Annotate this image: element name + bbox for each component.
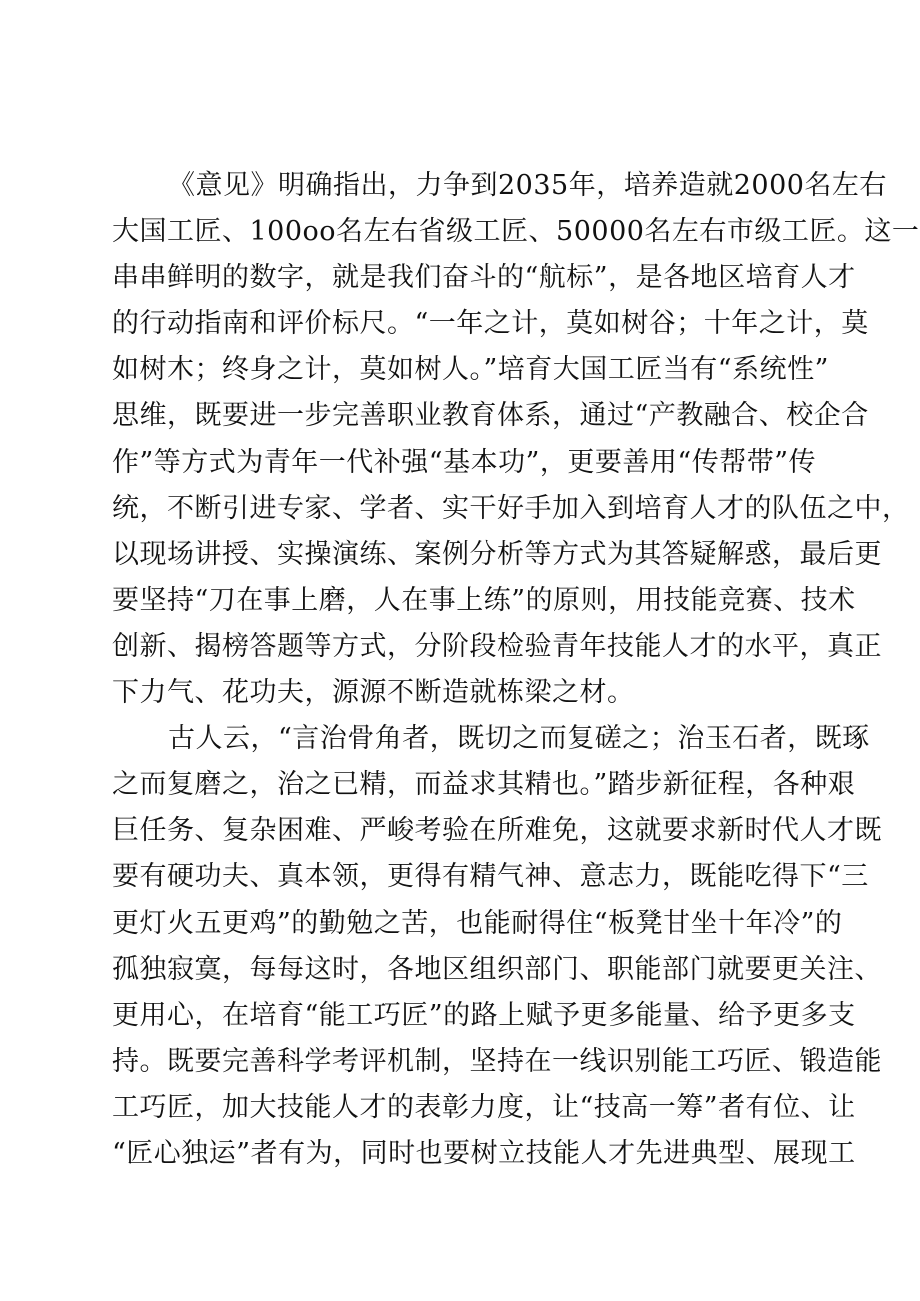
text-line: 《意见》明确指出，力争到2035年，培养造就2000名左右 [168, 170, 887, 201]
text-line: 如树木；终身之计，莫如树人。”培育大国工匠当有“系统性” [112, 354, 829, 386]
text-line: 串串鲜明的数字，就是我们奋斗的“航标”，是各地区培育人才 [112, 262, 856, 294]
text-line: 更用心，在培育“能工巧匠”的路上赋予更多能量、给予更多支 [112, 999, 856, 1031]
text-line: 大国工匠、100oo名左右省级工匠、50000名左右市级工匠。这一 [112, 216, 920, 248]
paragraph-2 [112, 716, 882, 1177]
text-line: 更灯火五更鸡”的勤勉之苦，也能耐得住“板凳甘坐十年冷”的 [112, 907, 843, 939]
document-body [112, 163, 920, 1177]
text-line: 创新、揭榜答题等方式，分阶段检验青年技能人才的水平，真正 [112, 630, 882, 662]
text-line: 之而复磨之，治之已精，而益求其精也。”踏步新征程，各种艰 [112, 769, 856, 801]
text-line: 持。既要完善科学考评机制，坚持在一线识别能工巧匠、锻造能 [112, 1045, 882, 1077]
text-line: 巨任务、复杂困难、严峻考验在所难免，这就要求新时代人才既 [112, 815, 882, 847]
text-line: 统，不断引进专家、学者、实干好手加入到培育人才的队伍之中， [112, 492, 910, 524]
text-line: 思维，既要进一步完善职业教育体系，通过“产教融合、校企合 [112, 400, 869, 432]
text-line: 以现场讲授、实操演练、案例分析等方式为其答疑解惑，最后更 [112, 538, 882, 570]
paragraph-1 [112, 163, 920, 716]
text-line: 作”等方式为青年一代补强“基本功”，更要善用“传帮带”传 [112, 446, 817, 478]
text-line: 工巧匠，加大技能人才的表彰力度，让“技高一筹”者有位、让 [112, 1091, 856, 1123]
text-line: 要坚持“刀在事上磨，人在事上练”的原则，用技能竞赛、技术 [112, 584, 856, 616]
text-line: 孤独寂寞，每每这时，各地区组织部门、职能部门就要更关注、 [112, 953, 882, 985]
text-line: 下力气、花功夫，源源不断造就栋梁之材。 [112, 677, 635, 709]
text-line: 古人云，“言治骨角者，既切之而复磋之；治玉石者，既琢 [168, 723, 870, 755]
text-line: 要有硬功夫、真本领，更得有精气神、意志力，既能吃得下“三 [112, 861, 869, 893]
text-line: 的行动指南和评价标尺。“一年之计，莫如树谷；十年之计，莫 [112, 308, 869, 340]
text-line: “匠心独运”者有为，同时也要树立技能人才先进典型、展现工 [112, 1137, 856, 1169]
